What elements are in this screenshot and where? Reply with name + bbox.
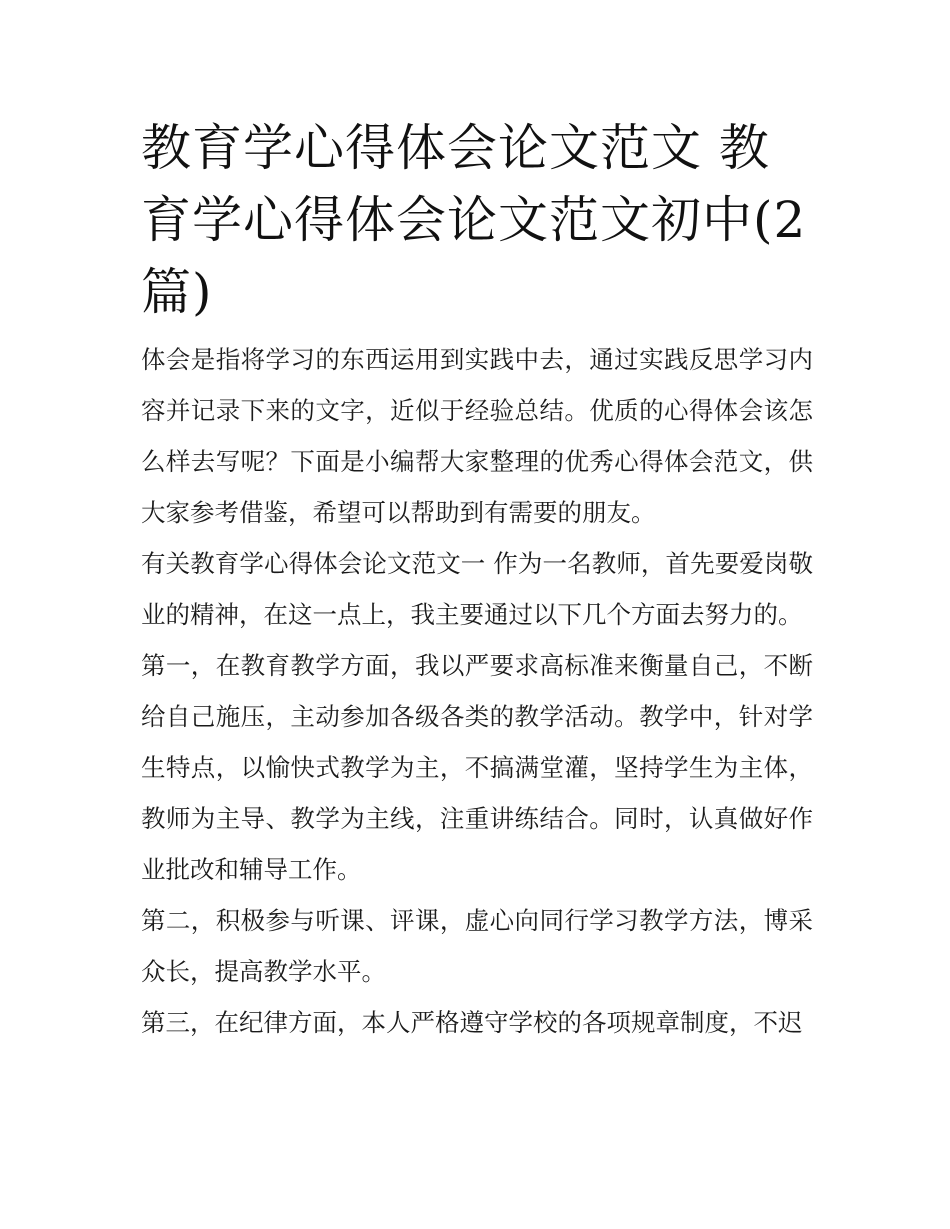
- paragraph-third-point: 第三，在纪律方面，本人严格遵守学校的各项规章制度，不迟: [141, 1008, 803, 1037]
- paragraph-essay-one: 有关教育学心得体会论文范文一 作为一名教师，首先要爱岗敬业的精神，在这一点上，我主要通过以下几个方面去努力的。: [141, 549, 813, 629]
- paragraph-first-point: 第一，在教育教学方面，我以严要求高标准来衡量自己，不断给自己施压，主动参加各级各类的教学活动。教学中，针对学生特点，以愉快式教学为主，不搞满堂灌，坚持学生为主体，教师为主导、教学为主线，注重讲练结合。同时，认真做好作业批改和辅导工作。: [141, 651, 813, 884]
- paragraph-second-point: 第二，积极参与听课、评课，虚心向同行学习教学方法，博采众长，提高教学水平。: [141, 906, 813, 986]
- paragraph-intro: 体会是指将学习的东西运用到实践中去，通过实践反思学习内容并记录下来的文字，近似于经验总结。优质的心得体会该怎么样去写呢？下面是小编帮大家整理的优秀心得体会范文，供大家参考借鉴，希望可以帮助到有需要的朋友。: [141, 345, 813, 527]
- document-page: [141, 112, 813, 1048]
- document-title: 教育学心得体会论文范文 教育学心得体会论文范文初中(2篇): [141, 119, 807, 321]
